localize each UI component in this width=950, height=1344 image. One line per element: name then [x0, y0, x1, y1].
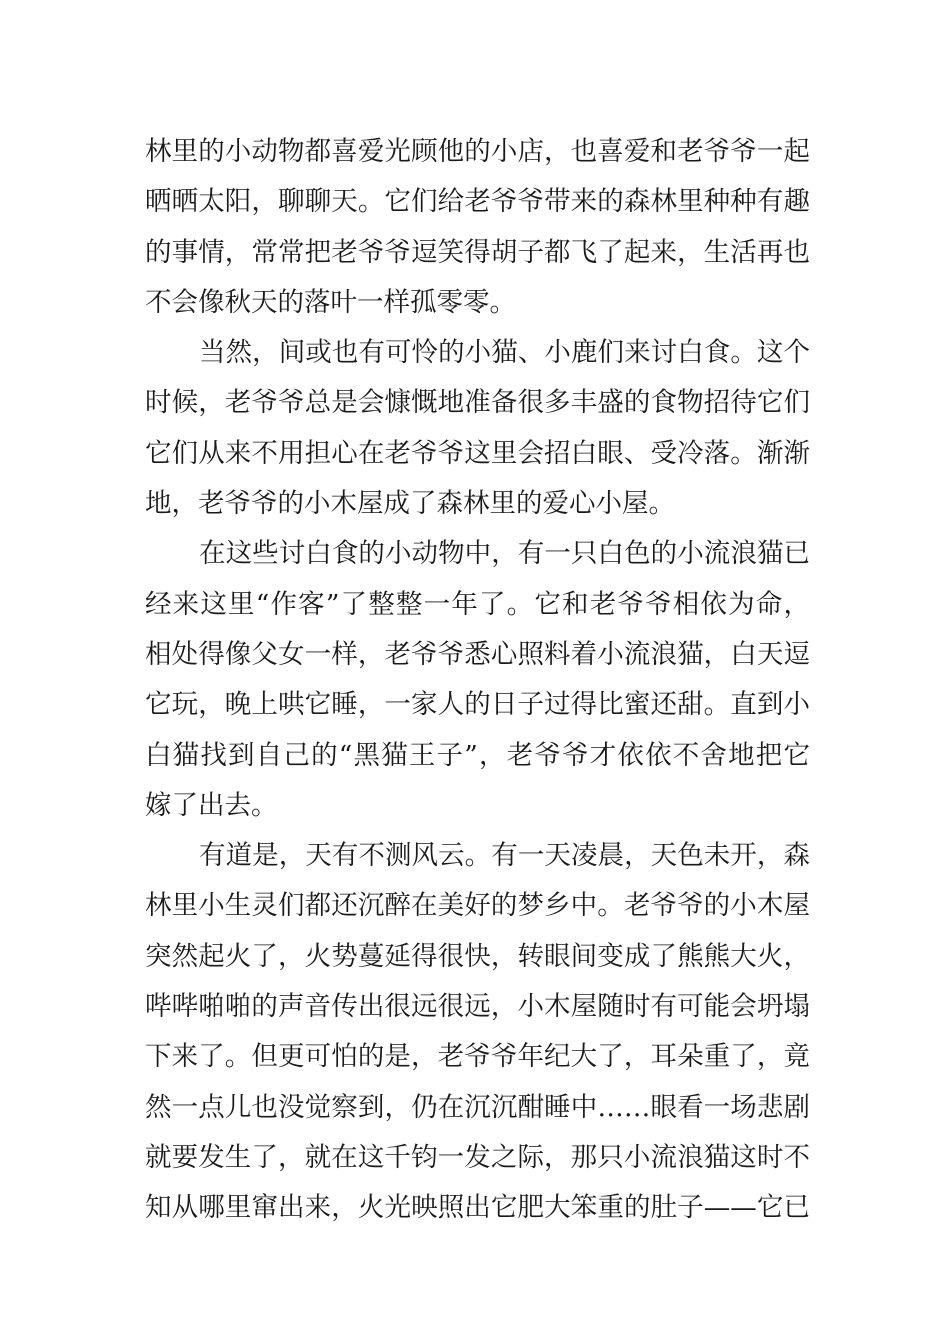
text-line: 白猫找到自己的“黑猫王子”，老爷爷才依依不舍地把它	[145, 739, 810, 771]
body-text	[145, 127, 810, 1234]
text-line: 它们从来不用担心在老爷爷这里会招白眼、受冷落。渐渐	[145, 437, 810, 469]
text-line: 在这些讨白食的小动物中，有一只白色的小流浪猫已	[199, 538, 810, 570]
text-line: 就要发生了，就在这千钧一发之际，那只小流浪猫这时不	[145, 1141, 810, 1173]
text-line: 林里小生灵们都还沉醉在美好的梦乡中。老爷爷的小木屋	[145, 890, 810, 922]
text-line: 的事情，常常把老爷爷逗笑得胡子都飞了起来，生活再也	[145, 236, 810, 268]
text-line: 当然，间或也有可怜的小猫、小鹿们来讨白食。这个	[199, 337, 810, 369]
text-line: 不会像秋天的落叶一样孤零零。	[145, 286, 516, 318]
text-line: 然一点儿也没觉察到，仍在沉沉酣睡中……眼看一场悲剧	[145, 1091, 810, 1123]
text-line: 它玩，晚上哄它睡，一家人的日子过得比蜜还甜。直到小	[145, 689, 810, 721]
text-line: 知从哪里窜出来，火光映照出它肥大笨重的肚子——它已	[145, 1192, 810, 1224]
text-line: 地，老爷爷的小木屋成了森林里的爱心小屋。	[145, 488, 675, 520]
text-line: 相处得像父女一样，老爷爷悉心照料着小流浪猫，白天逗	[145, 638, 810, 670]
text-line: 晒晒太阳，聊聊天。它们给老爷爷带来的森林里种种有趣	[145, 186, 810, 218]
text-line: 经来这里“作客”了整整一年了。它和老爷爷相依为命，	[145, 588, 810, 620]
text-line: 嫁了出去。	[145, 789, 278, 821]
text-line: 突然起火了，火势蔓延得很快，转眼间变成了熊熊大火，	[145, 940, 810, 972]
text-line: 哔哔啪啪的声音传出很远很远，小木屋随时有可能会坍塌	[145, 991, 810, 1023]
text-line: 时候，老爷爷总是会慷慨地准备很多丰盛的食物招待它们	[145, 387, 810, 419]
text-line: 有道是，天有不测风云。有一天凌晨，天色未开，森	[199, 840, 810, 872]
text-line: 下来了。但更可怕的是，老爷爷年纪大了，耳朵重了，竟	[145, 1041, 810, 1073]
text-line: 林里的小动物都喜爱光顾他的小店，也喜爱和老爷爷一起	[145, 136, 810, 167]
